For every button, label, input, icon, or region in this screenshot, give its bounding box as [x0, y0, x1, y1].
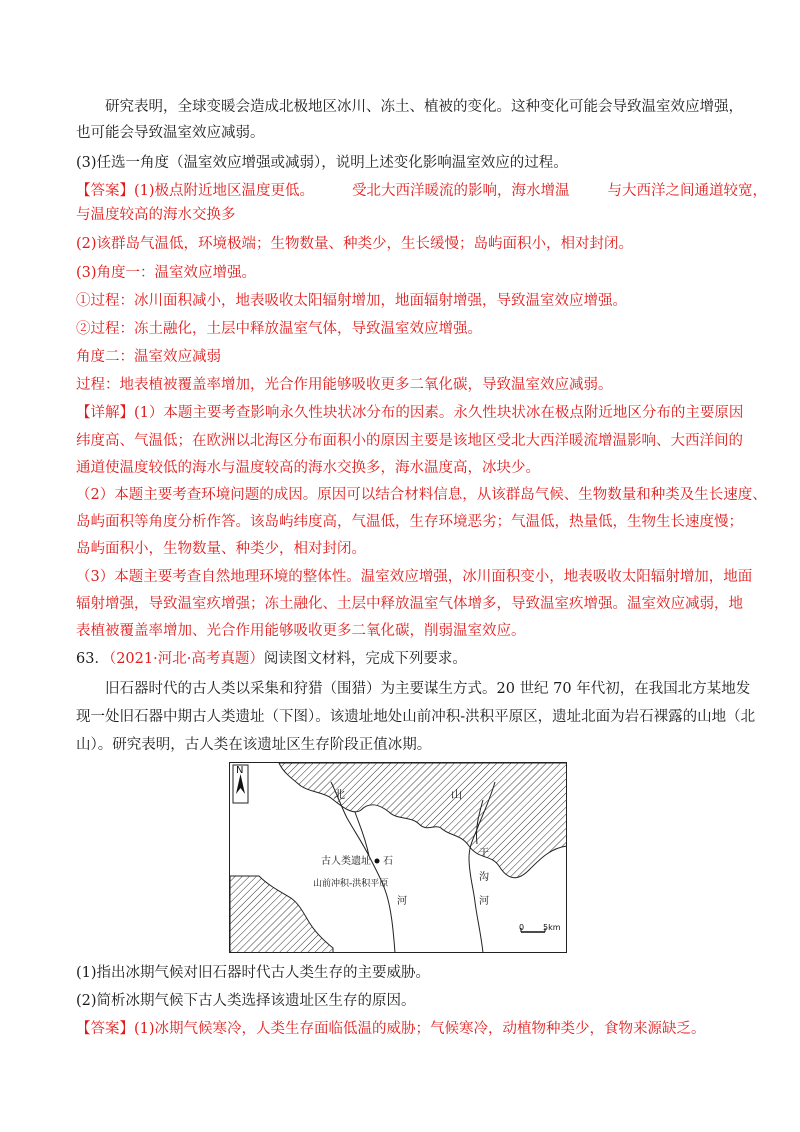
- shan-label: 山: [451, 788, 462, 801]
- answer-3a: ①过程：冰川面积减小，地表吸收太阳辐射增加，地面辐射增强，导致温室效应增强。: [76, 293, 627, 309]
- subquestion-2: (2)简析冰期气候下古人类选择该遗址区生存的原因。: [76, 993, 416, 1009]
- site-dot: [375, 859, 380, 864]
- he-label-1: 河: [397, 896, 407, 907]
- bei-label: 北: [334, 788, 345, 801]
- site-map: [229, 762, 567, 953]
- detail-1c: 通道使温度较低的海水与温度较高的海水交换多，海水温度高，冰块少。: [76, 460, 540, 476]
- scale-5km: 5km: [543, 923, 561, 932]
- material-line-3: 山）。研究表明，古人类在该遗址区生存阶段正值冰期。: [76, 737, 432, 753]
- answer2-tag: 【答案】: [76, 1021, 134, 1037]
- answer2-line: [76, 1018, 726, 1040]
- answer-line-1: [76, 180, 768, 202]
- answer-1d: 与温度较高的海水交换多: [76, 207, 236, 223]
- answer-2: (2)该群岛气温低，环境极端；生物数量、种类少，生长缓慢；岛屿面积小，相对封闭。: [76, 236, 634, 252]
- intro-line-1: 研究表明，全球变暖会造成北极地区冰川、冻土、植被的变化。这种变化可能会导致温室效应增强，: [105, 99, 743, 115]
- detail-1a: [76, 402, 744, 424]
- answer-4a: 过程：地表植被覆盖率增加，光合作用能够吸收更多二氧化碳，导致温室效应减弱。: [76, 377, 613, 393]
- detail-1a-text: (1）本题主要考查影响永久性块状冰分布的因素。永久性块状冰在极点附近地区分布的主要原因: [134, 405, 744, 421]
- answer-tag: 【答案】: [76, 183, 134, 199]
- answer-3b: ②过程：冻土融化，土层中释放温室气体，导致温室效应增强。: [76, 321, 482, 337]
- answer-1b: 受北大西洋暖流的影响，海水增温: [352, 183, 570, 199]
- he-label-2: 河: [479, 896, 489, 907]
- answer-1a: (1)极点附近地区温度更低。: [134, 183, 315, 199]
- shi-label: 石: [383, 856, 393, 867]
- answer-1c: 与大西洋之间通道较宽，: [607, 183, 768, 199]
- material-line-2: 现一处旧石器中期古人类遗址（下图）。该遗址地处山前冲积-洪积平原区，遗址北面为岩石裸露的山地（北: [76, 709, 756, 725]
- question-3: (3)任选一角度（温室效应增强或减弱），说明上述变化影响温室效应的过程。: [76, 155, 568, 171]
- answer2-text: (1)冰期气候寒冷，人类生存面临低温的威胁；气候寒冷，动植物种类少，食物来源缺乏。: [134, 1021, 706, 1037]
- detail-1b: 纬度高、气温低；在欧洲以北海区分布面积小的原因主要是该地区受北大西洋暖流增温影响、大西洋间的: [76, 433, 743, 449]
- site-label: 古人类遗址: [321, 856, 371, 867]
- answer-4: 角度二：温室效应减弱: [76, 349, 221, 365]
- gou-label: 沟: [479, 872, 489, 883]
- answer-3: (3)角度一：温室效应增强。: [76, 265, 257, 281]
- subquestion-1: (1)指出冰期气候对旧石器时代古人类生存的主要威胁。: [76, 965, 431, 981]
- question-number: 63．: [76, 651, 109, 667]
- detail-3c: 表植被覆盖率增加、光合作用能够吸收更多二氧化碳，削弱温室效应。: [76, 623, 526, 639]
- question-source: （2021·河北·高考真题）: [108, 651, 264, 667]
- gan-label: 干: [479, 848, 489, 859]
- detail-3a: （3）本题主要考查自然地理环境的整体性。温室效应增强，冰川面积变小，地表吸收太阳辐射增加，地面: [76, 569, 753, 585]
- detail-tag: 【详解】: [76, 405, 134, 421]
- question-63-header: [76, 648, 726, 670]
- detail-3b: 辐射增强，导致温室疚增强；冻土融化、土层中释放温室气体增多，导致温室疚增强。温室效应减弱，地: [76, 596, 743, 612]
- plain-label: 山前冲积-洪积平原: [313, 879, 389, 889]
- detail-2b: 岛屿面积等角度分析作答。该岛屿纬度高，气温低，生存环境恶劣；气温低，热量低，生物生长速度慢；: [76, 514, 743, 530]
- intro-line-2: 也可能会导致温室效应减弱。: [76, 125, 265, 141]
- material-line-1: 旧石器时代的古人类以采集和狩猎（围猎）为主要谋生方式。20 世纪 70 年代初，在我国北方某地发: [105, 681, 751, 697]
- scale-zero: 0: [519, 923, 525, 932]
- detail-2a: （2）本题主要考查环境问题的成因。原因可以结合材料信息，从该群岛气候、生物数量和种类及生长速度、: [76, 487, 767, 503]
- question-text: 阅读图文材料，完成下列要求。: [263, 651, 467, 667]
- detail-2c: 岛屿面积小，生物数量、种类少，相对封闭。: [76, 541, 366, 557]
- north-label: N: [236, 765, 244, 776]
